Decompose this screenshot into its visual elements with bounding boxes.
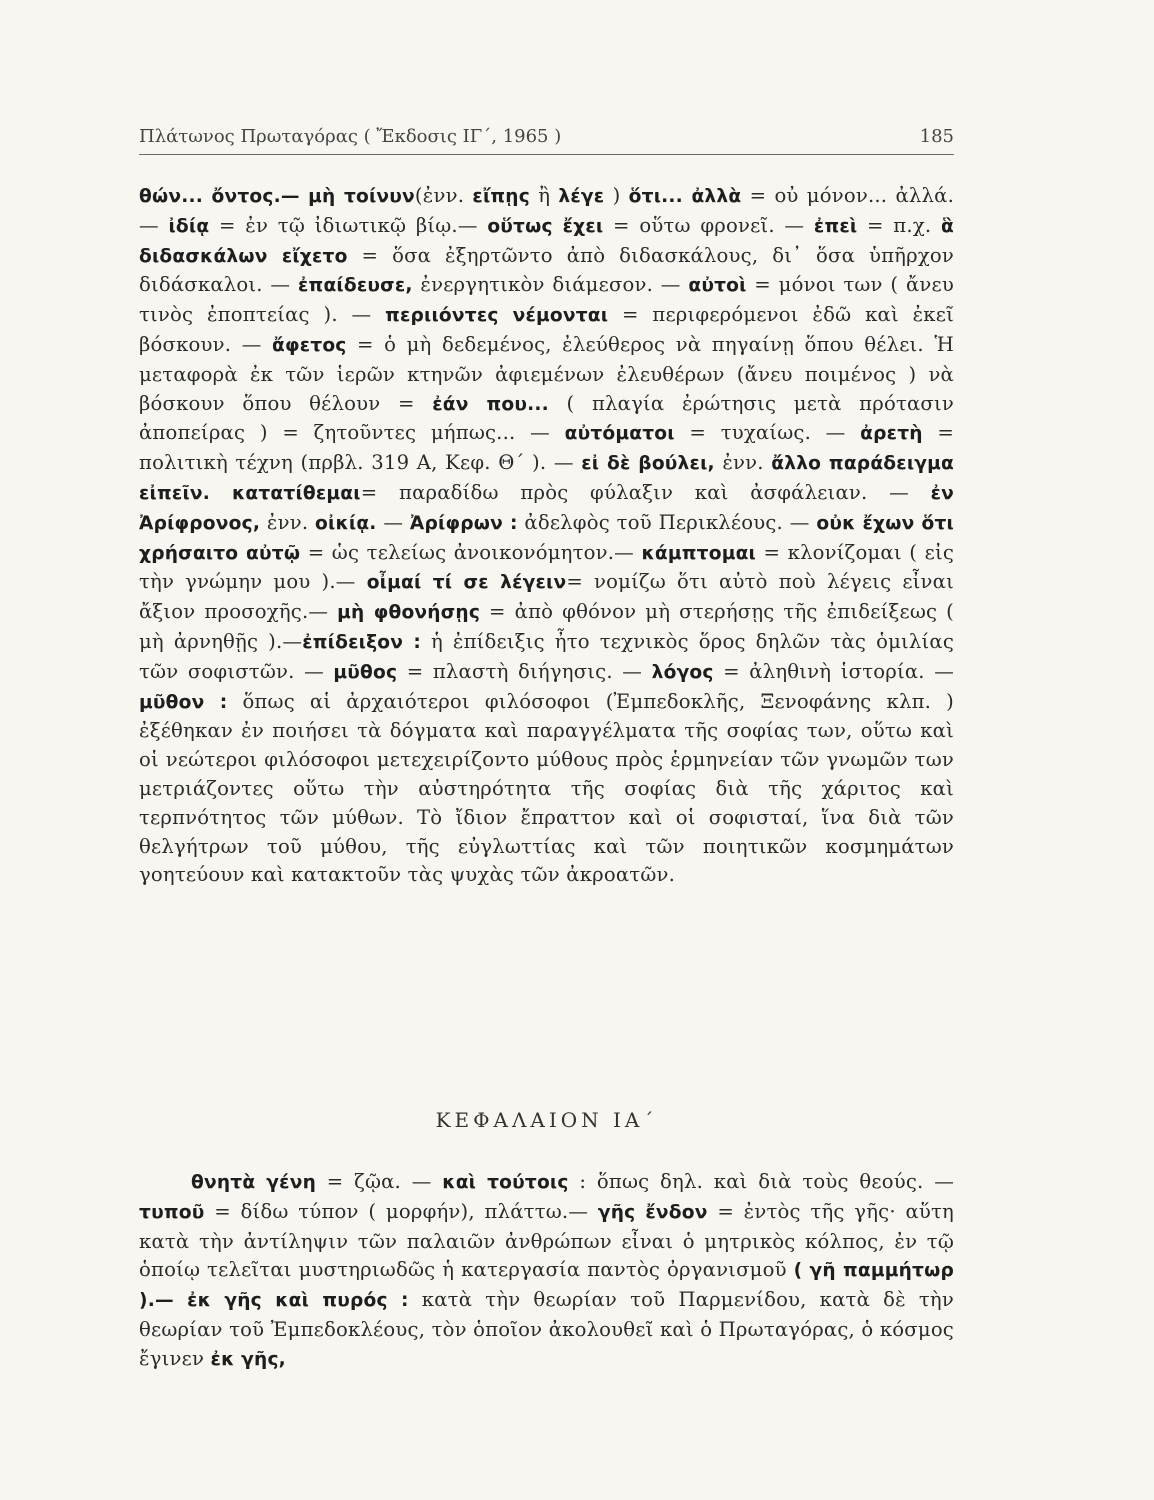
lemma-term: περιιόντες νέμονται (385, 305, 609, 327)
gloss-text: ἐνν. (714, 451, 772, 475)
gloss-text: (ἐνν. (414, 184, 473, 207)
lemma-term: μῦθον : (139, 691, 228, 713)
gloss-text: = π.χ. (857, 213, 941, 237)
gloss-text: = δίδω τύπον ( μορφήν), πλάττω.— (204, 1199, 598, 1223)
lemma-term: ἰδίᾳ (168, 215, 210, 237)
gloss-text: : ὅπως δηλ. καὶ διὰ τοὺς θεούς. — (568, 1170, 954, 1193)
gloss-text: = ἐντὸς τῆς γῆς· αὕτη κατὰ τὴν ἀντίληψιν τῶν παλαιῶν ἀνθρώπων εἶναι ὁ μητρικὸς κόλπος, ἐν τῷ ὁποίῳ τελεῖται μυστηριωδῶς ἡ κατεργασία παντὸς ὀργανισμοῦ (139, 1199, 954, 1282)
lemma-term: τυποῦ (139, 1201, 205, 1223)
running-title: Πλάτωνος Πρωταγόρας ( Ἔκδοσις ΙΓ΄, 1965 ) (139, 126, 562, 147)
gloss-text: ἐνν. (260, 510, 316, 534)
running-header (139, 122, 954, 154)
lemma-term: ὅτι... ἀλλὰ (628, 186, 742, 207)
lemma-term: ( γῆ παμμήτωρ ).— ἐκ γῆς καὶ πυρός : (139, 1260, 954, 1312)
page-number: 185 (919, 126, 954, 147)
lemma-term: ἄλλο παράδειγμα εἰπεῖν. κατατίθεμαι (139, 453, 954, 504)
gloss-text: = τυχαίως. — (674, 421, 861, 445)
gloss-text: ἡ ἐπίδειξις ἦτο τεχνικὸς ὅρος δηλῶν τὰς ὁμιλίας τῶν σοφιστῶν. — (139, 629, 954, 683)
gloss-text: ἀδελφὸς τοῦ Περικλέους. — (517, 510, 817, 534)
gloss-text: = μόνοι των ( ἄνευ τινὸς ἐποπτείας ). — (139, 273, 955, 327)
commentary-paragraph (139, 182, 954, 890)
lemma-term: Ἀρίφρων : (409, 512, 518, 534)
lemma-term: ἐπαίδευσε, (297, 275, 413, 297)
lemma-term: ἐάν που... (432, 393, 549, 415)
lemma-term: ἀρετὴ (860, 423, 923, 445)
lemma-term: οὕτως ἔχει (487, 215, 604, 237)
lemma-term: κάμπτομαι (641, 542, 756, 564)
gloss-text: ἐνεργητικὸν διάμεσον. — (412, 273, 689, 297)
gloss-text: ) (604, 184, 629, 207)
lemma-term: ἐπίδειξον : (302, 631, 421, 653)
lemma-term: αὐτοὶ (688, 275, 747, 297)
gloss-text: = νομίζω ὅτι αὐτὸ ποὺ λέγεις εἶναι ἄξιον προσοχῆς.— (139, 570, 954, 624)
lemma-term: ἐν Ἀρίφρονος, (139, 482, 954, 534)
gloss-text: = παραδίδω πρὸς φύλαξιν καὶ ἀσφάλειαν. — (360, 480, 931, 504)
gloss-text: = περιφερόμενοι ἐδῶ καὶ ἐκεῖ βόσκουν. — (139, 303, 954, 356)
header-rule (139, 154, 954, 155)
lemma-term: λέγε (558, 186, 605, 207)
lemma-term: οὐκ ἔχων ὅτι χρήσαιτο αὐτῷ (139, 512, 954, 564)
gloss-text: ( πλαγία ἐρώτησις μετὰ πρότασιν ἀποπείρας ) = ζητοῦντες μήπως... — (139, 391, 954, 445)
lemma-term: ἃ διδασκάλων εἴχετο (139, 215, 954, 267)
lemma-term: ἐκ γῆς, (210, 1348, 286, 1370)
chapter-heading: ΚΕΦΑΛΑΙΟΝ ΙΑ΄ (435, 1108, 658, 1132)
lemma-term: λόγος (651, 661, 714, 683)
lemma-term: καὶ τούτοις (442, 1172, 569, 1193)
lemma-term: γῆς ἔνδον (597, 1201, 708, 1223)
gloss-text: ἢ (529, 184, 559, 207)
lemma-term: ἄφετος (271, 334, 347, 356)
lemma-term: αὐτόματοι (564, 423, 675, 445)
gloss-text: — (376, 510, 410, 534)
lemma-term: οἶμαί τί σε λέγειν (366, 572, 567, 594)
lemma-term: θών... ὄντος.— μὴ τοίνυν (139, 186, 415, 207)
lemma-term: μὴ φθονήσῃς (337, 602, 481, 624)
commentary-section-2 (139, 1168, 954, 1375)
gloss-text: = ὡς τελείως ἀνοικονόμητον.— (300, 540, 642, 564)
gloss-text: = οὐ μόνον... ἀλλά. — (139, 184, 955, 237)
lemma-term: θνητὰ γένη (191, 1172, 317, 1193)
lemma-term: ἐπεὶ (813, 215, 858, 237)
gloss-text: = ζῷα. — (316, 1170, 443, 1193)
gloss-text: = ὅσα ἐξηρτῶντο ἀπὸ διδασκάλους, δι᾽ ὅσα ὑπῆρχον διδάσκαλοι. — (139, 243, 954, 297)
gloss-text: = κλονίζομαι ( εἰς τὴν γνώμην μου ).— (139, 540, 954, 594)
gloss-text: = ἀληθινὴ ἱστορία. — (713, 659, 954, 683)
gloss-text: κατὰ τὴν θεωρίαν τοῦ Παρμενίδου, κατὰ δὲ τὴν θεωρίαν τοῦ Ἐμπεδοκλέους, τὸν ὁποῖον ἀκολουθεῖ καὶ ὁ Πρωταγόρας, ὁ κόσμος ἔγινεν (139, 1288, 954, 1370)
gloss-text: = πλαστὴ διήγησις. — (397, 659, 652, 683)
gloss-text: = ὁ μὴ δεδεμένος, ἐλεύθερος νὰ πηγαίνῃ ὅπου θέλει. Ἡ μεταφορὰ ἐκ τῶν ἱερῶν κτηνῶν ἀφιεμένων ἐλευθέρων (ἄνευ ποιμένος ) νὰ βόσκουν ὅπου θέλουν = (139, 332, 954, 415)
gloss-text: = ἀπὸ φθόνον μὴ στερήσῃς τῆς ἐπιδείξεως ( μὴ ἀρνηθῇς ).— (139, 600, 954, 653)
gloss-text: = οὕτω φρονεῖ. — (603, 213, 814, 237)
lemma-term: εἰ δὲ βούλει, (581, 453, 715, 475)
commentary-section-1 (139, 182, 954, 890)
gloss-text: ὅπως αἱ ἀρχαιότεροι φιλόσοφοι (Ἐμπεδοκλῆς, Ξενοφάνης κλπ. ) ἐξέθηκαν ἐν ποιήσει τὰ δόγματα καὶ παραγγέλματα τῆς σοφίας των, οὕτω καὶ οἱ νεώτεροι φιλόσοφοι μετεχειρίζοντο μύθους πρὸς ἑρμηνείαν τῶν γνωμῶν των μετριάζοντες οὕτω τὴν αὐστηρότητα τῆς σοφίας διὰ τῆς χάριτος καὶ τερπνότητος τῶν μύθων. Τὸ ἴδιον ἔπραττον καὶ οἱ σοφισταί, ἵνα διὰ τῶν θελγήτρων τοῦ μύθου, τῆς εὐγλωττίας καὶ τῶν ποιητικῶν κοσμημάτων γοητεύουν καὶ κατακτοῦν τὰς ψυχὰς τῶν ἀκροατῶν. (139, 689, 954, 887)
gloss-text: = πολιτικὴ τέχνη (πρβλ. 319 Α, Κεφ. Θ΄ ). — (139, 421, 954, 475)
gloss-text: = ἐν τῷ ἰδιωτικῷ βίῳ.— (209, 213, 488, 237)
lemma-term: μῦθος (333, 661, 398, 683)
lemma-term: εἴπῃς (472, 186, 530, 207)
lemma-term: οἰκίᾳ. (315, 512, 377, 534)
commentary-paragraph (139, 1168, 954, 1375)
